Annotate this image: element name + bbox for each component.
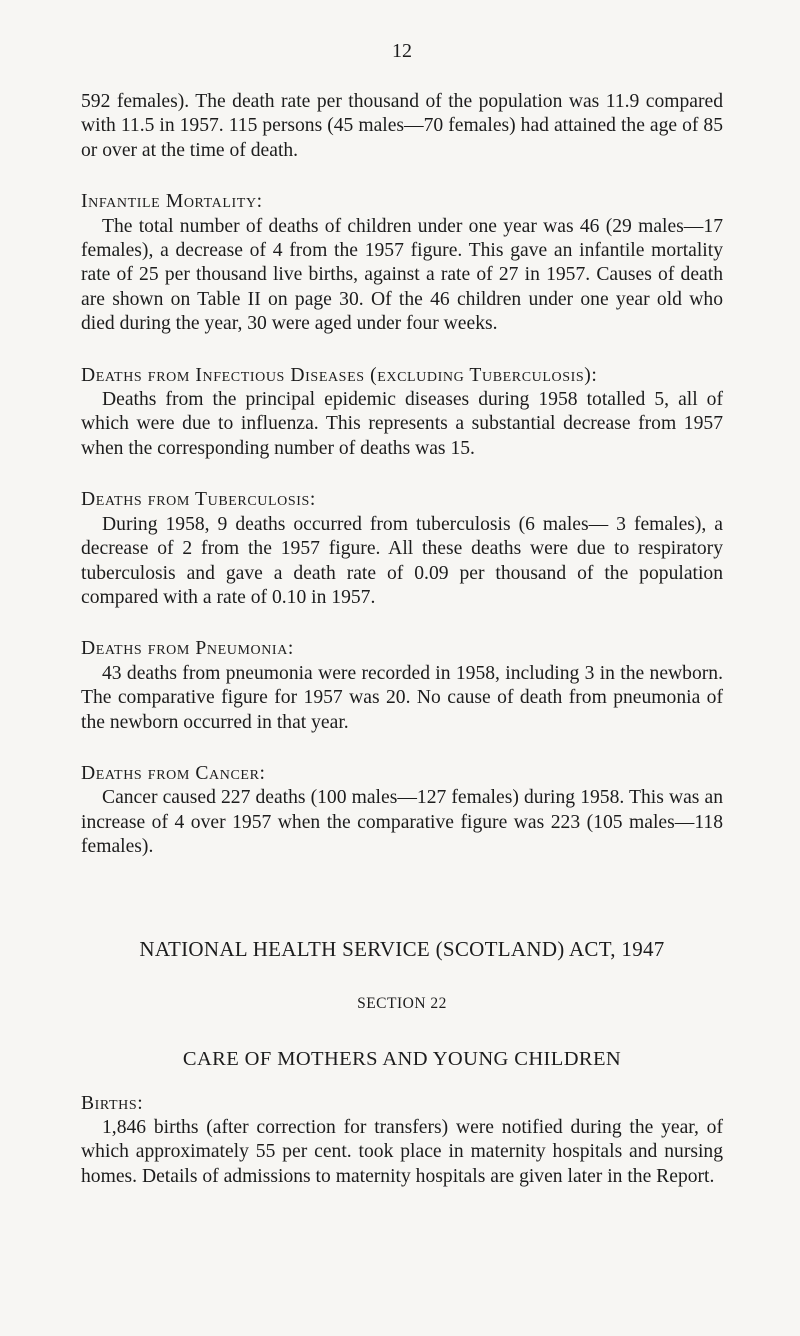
heading-pneumonia: Deaths from Pneumonia: [81, 638, 294, 660]
heading-tuberculosis: Deaths from Tuberculosis: [81, 489, 316, 511]
heading-births: Births: [81, 1092, 144, 1114]
intro-paragraph: 592 females). The death rate per thousand of the population was 11.9 compared with 11.5 in 1957. 115 persons (45 males—70 females) had attained the age of 85 or over at the time of death. [81, 91, 723, 161]
heading-infectious-diseases: Deaths from Infectious Diseases (excluding Tuberculosis): [81, 364, 598, 386]
paragraph-pneumonia: 43 deaths from pneumonia were recorded in 1958, including 3 in the newborn. The comparative figure for 1957 was 20. No cause of death from pneumonia of the newborn occurred in that year. [81, 662, 723, 733]
page-number: 12 [392, 40, 412, 62]
paragraph-cancer: Cancer caused 227 deaths (100 males—127 females) during 1958. This was an increase of 4 over 1957 when the comparative figure was 223 (105 males—118 females). [81, 787, 723, 858]
paragraph-infantile-mortality: The total number of deaths of children under one year was 46 (29 males—17 females), a decrease of 4 from the 1957 figure. This gave an infantile mortality rate of 25 per thousand live births, against a rate of 27 in 1957. Causes of death are shown on Table II on page 30. Of the 46 children under one year old who died during the year, 30 were aged under four weeks. [81, 215, 723, 335]
heading-infantile-mortality: Infantile Mortality: [81, 191, 263, 213]
heading-cancer: Deaths from Cancer: [81, 762, 266, 784]
care-title: CARE OF MOTHERS AND YOUNG CHILDREN [182, 1047, 622, 1070]
section-title: SECTION 22 [357, 994, 447, 1012]
document-page [81, 40, 723, 1189]
paragraph-infectious-diseases: Deaths from the principal epidemic diseases during 1958 totalled 5, all of which were due to influenza. This represents a substantial decrease from 1957 when the corresponding number of deaths was 15. [81, 389, 723, 459]
act-title: NATIONAL HEALTH SERVICE (SCOTLAND) ACT, 1947 [139, 936, 665, 961]
paragraph-tuberculosis: During 1958, 9 deaths occurred from tuberculosis (6 males— 3 females), a decrease of 2 from the 1957 figure. All these deaths were due to respiratory tuberculosis and gave a death rate of 0.09 per thousand of the population compared with a rate of 0.10 in 1957. [81, 513, 723, 608]
paragraph-births: 1,846 births (after correction for transfers) were notified during the year, of which approximately 55 per cent. took place in maternity hospitals and nursing homes. Details of admissions to maternity hospitals are given later in the Report. [81, 1116, 723, 1187]
